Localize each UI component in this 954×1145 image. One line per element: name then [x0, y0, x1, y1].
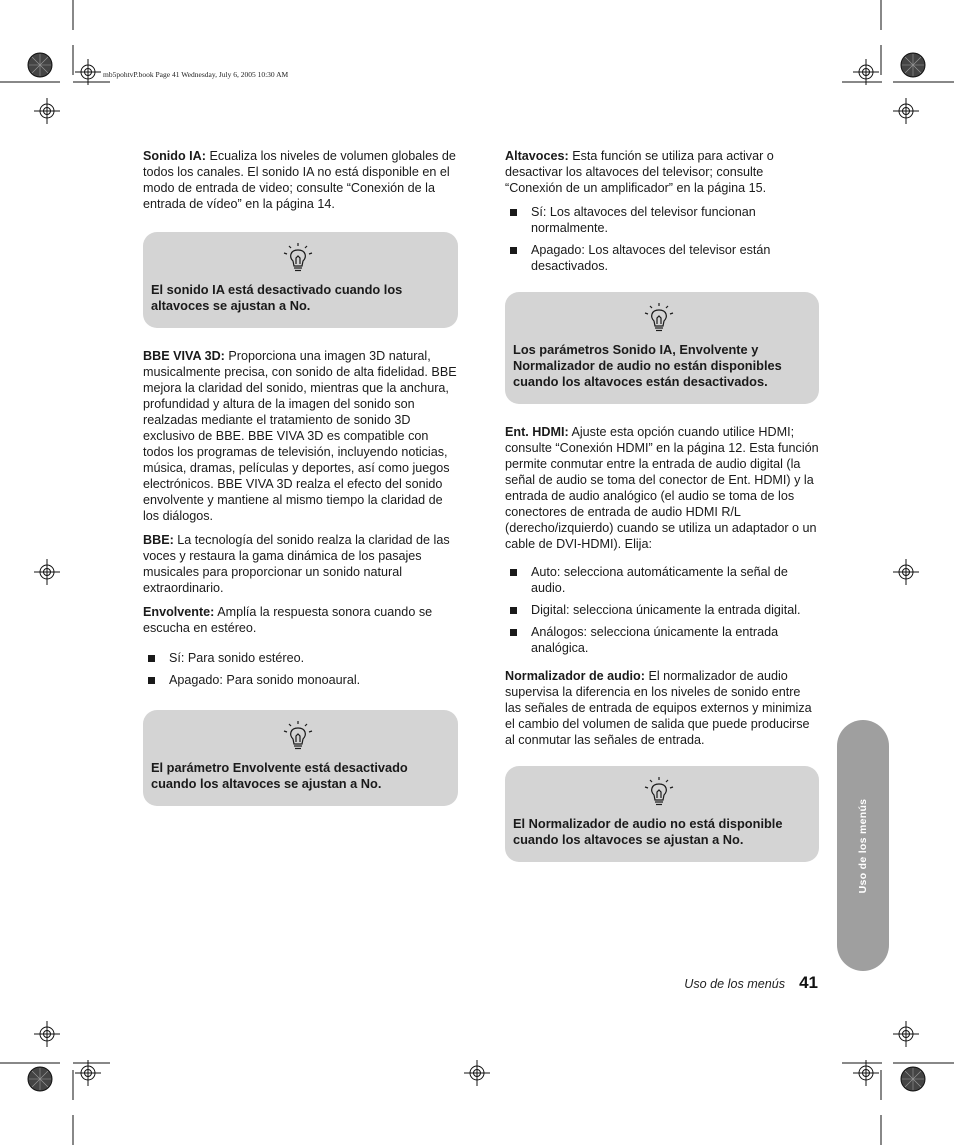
- envolvente-options: [143, 650, 458, 688]
- lightbulb-icon: [642, 776, 676, 810]
- tip-box: [505, 766, 819, 862]
- bbe-viva-text: Proporciona una imagen 3D natural, musicalmente precisa, con sonido de alta fidelidad. BBE mejora la claridad del sonido, mientras que la anchura, profundidad y altura de la imagen del sonido son realzadas mediante el tratamiento de sonido 3D exclusivo de BBE. BBE VIVA 3D es compatible con todos los programas de televisión, incluyendo noticias, música, dramas, películas y deportes, así como juegos electrónicos. BBE VIVA 3D realza el efecto del sonido envolvente y mantiene al mismo tiempo la claridad de los diálogos.: [143, 349, 457, 523]
- page-footer: [684, 973, 818, 993]
- normalizador-paragraph: [505, 668, 819, 748]
- envolvente-term: Envolvente:: [143, 605, 215, 619]
- sonido-ia-text: Ecualiza los niveles de volumen globales de todos los canales. El sonido IA no está disponible en el modo de entrada de video; consulte “Conexión de la entrada de vídeo” en la página 14.: [143, 149, 456, 211]
- list-item: Auto: selecciona automáticamente la señal de audio.: [505, 564, 819, 596]
- bbe-text: La tecnología del sonido realza la claridad de las voces y restaura la gama dinámica de los pasajes musicales para proporcionar un sonido natural extraordinario.: [143, 533, 450, 595]
- altavoces-term: Altavoces:: [505, 149, 569, 163]
- right-column: [505, 148, 819, 882]
- envolvente-paragraph: [143, 604, 458, 636]
- hdmi-options: [505, 564, 819, 656]
- tip-text: Los parámetros Sonido IA, Envolvente y Normalizador de audio no están disponibles cuando los altavoces están desactivados.: [513, 342, 782, 389]
- section-tab: [837, 720, 889, 971]
- normalizador-term: Normalizador de audio:: [505, 669, 645, 683]
- tip-box: [143, 710, 458, 806]
- ent-hdmi-term: Ent. HDMI:: [505, 425, 569, 439]
- altavoces-options: [505, 204, 819, 274]
- bbe-viva-paragraph: [143, 348, 458, 524]
- page-number: 41: [799, 973, 818, 992]
- tip-text: El Normalizador de audio no está disponible cuando los altavoces se ajustan a No.: [513, 816, 783, 847]
- bbe-viva-term: BBE VIVA 3D:: [143, 349, 225, 363]
- section-tab-label: Uso de los menús: [857, 798, 869, 893]
- sonido-ia-term: Sonido IA:: [143, 149, 206, 163]
- list-item: Sí: Para sonido estéreo.: [143, 650, 458, 666]
- tip-box: [505, 292, 819, 404]
- list-item: Análogos: selecciona únicamente la entrada analógica.: [505, 624, 819, 656]
- altavoces-text: Esta función se utiliza para activar o desactivar los altavoces del televisor; consulte “Conexión de un amplificador” en la página 15.: [505, 149, 774, 195]
- envolvente-text: Amplía la respuesta sonora cuando se escucha en estéreo.: [143, 605, 433, 635]
- left-column: [143, 148, 458, 826]
- lightbulb-icon: [281, 720, 315, 754]
- ent-hdmi-paragraph: [505, 424, 819, 552]
- list-item: Sí: Los altavoces del televisor funcionan normalmente.: [505, 204, 819, 236]
- list-item: Apagado: Los altavoces del televisor están desactivados.: [505, 242, 819, 274]
- sonido-ia-paragraph: [143, 148, 458, 212]
- tip-box: [143, 232, 458, 328]
- bbe-paragraph: [143, 532, 458, 596]
- list-item: Apagado: Para sonido monoaural.: [143, 672, 458, 688]
- tip-text: El parámetro Envolvente está desactivado cuando los altavoces se ajustan a No.: [151, 760, 408, 791]
- book-header: mb5pohtvP.book Page 41 Wednesday, July 6, 2005 10:30 AM: [103, 70, 289, 79]
- ent-hdmi-text: Ajuste esta opción cuando utilice HDMI; consulte “Conexión HDMI” en la página 12. Esta función permite conmutar entre la entrada de audio digital (la señal de audio se toma del conector de Ent. HDMI) y la entrada de audio analógico (el audio se toma de los conectores de entrada de audio HDMI R/L (derecho/izquierdo) cuando se utiliza un adaptador o un cable de DVI-HDMI). Elija:: [505, 425, 819, 551]
- lightbulb-icon: [642, 302, 676, 336]
- altavoces-paragraph: [505, 148, 819, 196]
- normalizador-text: El normalizador de audio supervisa la diferencia en los niveles de sonido entre las señales de entrada de equipos externos y minimiza el cambio del volumen de salida que puede producirse al conmutar las señales de entrada.: [505, 669, 812, 747]
- bbe-term: BBE:: [143, 533, 174, 547]
- list-item: Digital: selecciona únicamente la entrada digital.: [505, 602, 819, 618]
- tip-text: El sonido IA está desactivado cuando los altavoces se ajustan a No.: [151, 282, 403, 313]
- footer-section-title: Uso de los menús: [684, 977, 786, 991]
- lightbulb-icon: [281, 242, 315, 276]
